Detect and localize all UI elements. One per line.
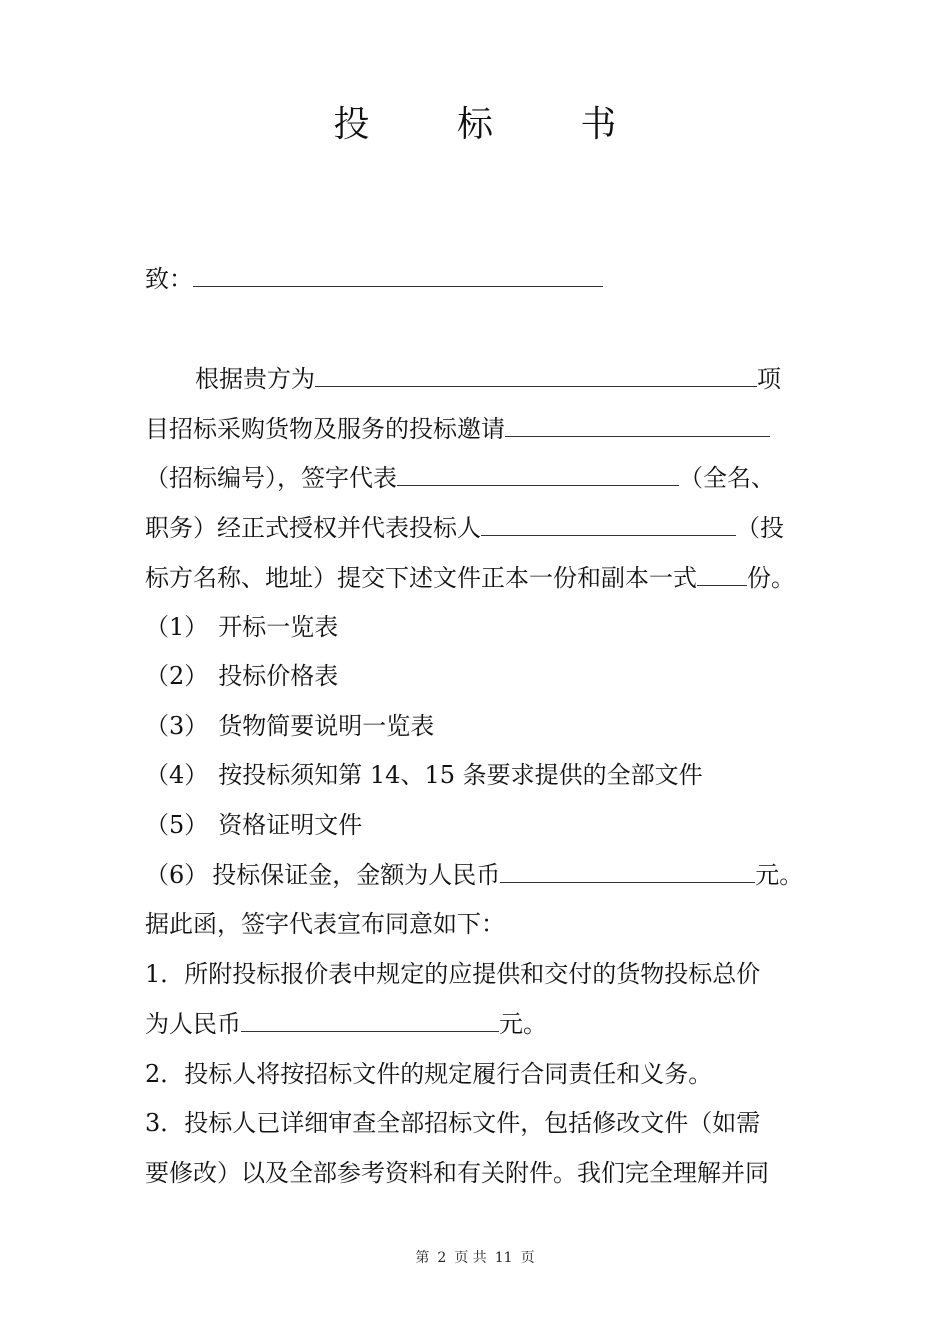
deposit-amount-blank xyxy=(500,860,755,883)
item-number: （2） xyxy=(145,662,209,690)
item-text: 开标一览表 xyxy=(218,613,339,641)
footer-text: 页 xyxy=(520,1250,535,1266)
text-segment: 元。 xyxy=(755,861,804,889)
text-segment: （投 xyxy=(736,514,784,542)
text-segment: 份。 xyxy=(747,564,795,592)
to-label: 致： xyxy=(145,265,193,293)
list-item xyxy=(145,759,810,791)
item-text: 投标价格表 xyxy=(218,662,339,690)
clause-2-line: 2．投标人将按招标文件的规定履行合同责任和义务。 xyxy=(145,1060,713,1088)
item-text: 投标保证金，金额为人民币 xyxy=(212,861,501,889)
clause-3-line-2: 要修改）以及全部参考资料和有关附件。我们完全理解并同 xyxy=(145,1159,769,1187)
item-number: （5） xyxy=(145,811,209,839)
total-price-blank xyxy=(241,1009,499,1032)
bidder-blank xyxy=(481,513,736,536)
list-item xyxy=(145,660,810,692)
paragraph-line-1 xyxy=(145,363,810,395)
page-number: 2 xyxy=(437,1250,447,1266)
text-segment: 职务）经正式授权并代表投标人 xyxy=(145,514,481,542)
text-segment: （招标编号），签字代表 xyxy=(145,464,397,492)
item-number: （3） xyxy=(145,712,209,740)
copies-blank xyxy=(697,563,747,586)
item-number: （1） xyxy=(145,613,209,641)
item-text: 资格证明文件 xyxy=(218,811,363,839)
footer-text: 页 共 xyxy=(454,1250,487,1266)
statement-line: 据此函，签字代表宣布同意如下： xyxy=(145,910,505,938)
clause-1-line-1: 1．所附投标报价表中规定的应提供和交付的货物投标总价 xyxy=(145,960,761,988)
project-name-blank xyxy=(315,364,757,387)
item-text: 货物简要说明一览表 xyxy=(218,712,435,740)
text-segment: 项 xyxy=(757,365,781,393)
paragraph-line-4 xyxy=(145,512,810,544)
list-item xyxy=(145,809,810,841)
list-item xyxy=(145,710,810,742)
text-segment: 为人民币 xyxy=(145,1010,241,1038)
footer-text: 第 xyxy=(415,1250,430,1266)
document-title: 投 标 书 xyxy=(333,104,655,145)
paragraph-line-5 xyxy=(145,562,810,594)
item-text: 按投标须知第 14、15 条要求提供的全部文件 xyxy=(218,761,703,789)
text-segment: 目招标采购货物及服务的投标邀请 xyxy=(145,415,505,443)
representative-blank xyxy=(397,463,679,486)
recipient-blank xyxy=(193,264,603,287)
paragraph-line-2 xyxy=(145,413,810,445)
item-number: （4） xyxy=(145,761,209,789)
total-pages: 11 xyxy=(494,1250,513,1266)
tender-number-blank xyxy=(505,414,770,437)
clause-3-line-1: 3．投标人已详细审查全部招标文件，包括修改文件（如需 xyxy=(145,1109,761,1137)
text-segment: 根据贵方为 xyxy=(195,365,315,393)
text-segment: 元。 xyxy=(499,1010,547,1038)
clause-1-line-2 xyxy=(145,1008,810,1040)
text-segment: （全名、 xyxy=(679,464,775,492)
list-item xyxy=(145,611,810,643)
list-item-6 xyxy=(145,859,810,891)
text-segment: 标方名称、地址）提交下述文件正本一份和副本一式 xyxy=(145,564,697,592)
paragraph-line-3 xyxy=(145,462,810,494)
item-number: （6） xyxy=(145,861,209,889)
to-line xyxy=(145,263,810,295)
page-footer xyxy=(0,1247,950,1267)
